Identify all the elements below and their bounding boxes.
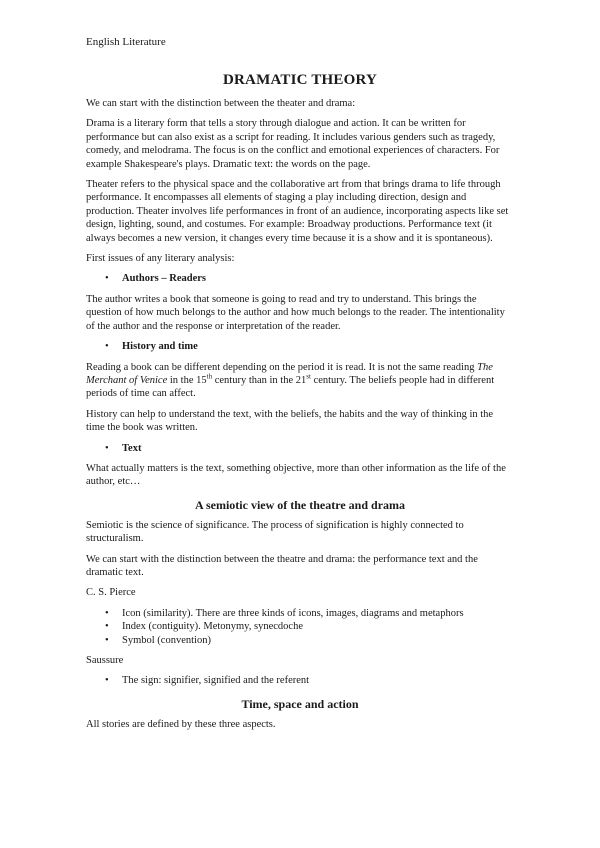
text-paragraph: What actually matters is the text, something objective, more than other information as the life of the author, etc… [86,462,506,488]
document-title: DRAMATIC THEORY [222,72,377,88]
list-item: • Symbol (convention) [122,634,514,647]
list-item: • Icon (similarity). There are three kinds of icons, images, diagrams and metaphors [122,607,514,620]
book-title: The Merchant of Venice [86,361,493,386]
semiotic-definition: Semiotic is the science of significance. The process of signification is highly connected to structuralism. [86,519,464,545]
pierce-label: C. S. Pierce [86,587,136,599]
saussure-list [86,674,514,687]
analysis-intro: First issues of any literary analysis: [86,253,235,265]
bullet-list-authors [86,272,514,285]
bullet-history-time: • History and time [122,340,514,353]
bullet-list-text [86,442,514,455]
history-paragraph: Reading a book can be different depending on the period it is read. It is not the same reading The Merchant of Venice in the 15th century than in the 21st century. The beliefs people had in different periods of time can affect. [86,361,495,400]
time-paragraph: All stories are defined by these three aspects. [86,718,276,730]
drama-paragraph: Drama is a literary form that tells a story through dialogue and action. It can be written for performance but can also exist as a script for reading. It includes various genders such as tragedy, comedy, and melodrama. The focus is on the conflict and emotional experiences of characters. For example Shakespeare's plays. Dramatic text: the words on the page. [86,118,500,170]
intro-paragraph: We can start with the distinction between the theater and drama: [86,98,356,109]
page-header: English Literature [86,36,166,48]
semiotic-distinction: We can start with the distinction between the theatre and drama: the performance text and the dramatic text. [86,553,478,578]
saussure-label: Saussure [86,655,124,666]
bullet-authors-readers: • Authors – Readers [122,272,514,285]
theater-paragraph: Theater refers to the physical space and the collaborative art from that brings drama to life through performance. It encompasses all elements of staging a play including direction, design and production. Theater involves life performances in front of an audience, incorporating aspects like set design, lighting, sound, and costumes. For example: Broadway productions. Performance text (it always becomes a new version, it changes every time because it is a show and it is spontaneous). [86,179,509,244]
history-paragraph-2: History can help to understand the text, with the beliefs, the habits and the way of thinking in the time the book was written. [86,408,494,434]
authors-paragraph: The author writes a book that someone is going to read and try to understand. This brings the question of how much belongs to the author and how much belongs to the reader. The intentionality of the author and the response or interpretation of the reader. [86,293,505,332]
list-item: • The sign: signifier, signified and the referent [122,674,514,687]
semiotic-heading: A semiotic view of the theatre and drama [194,497,406,512]
pierce-list [86,607,514,647]
bullet-list-history [86,340,514,353]
list-item: • Index (contiguity). Metonymy, synecdoche [122,620,514,633]
bullet-text: • Text [122,442,514,455]
time-heading: Time, space and action [241,696,359,711]
